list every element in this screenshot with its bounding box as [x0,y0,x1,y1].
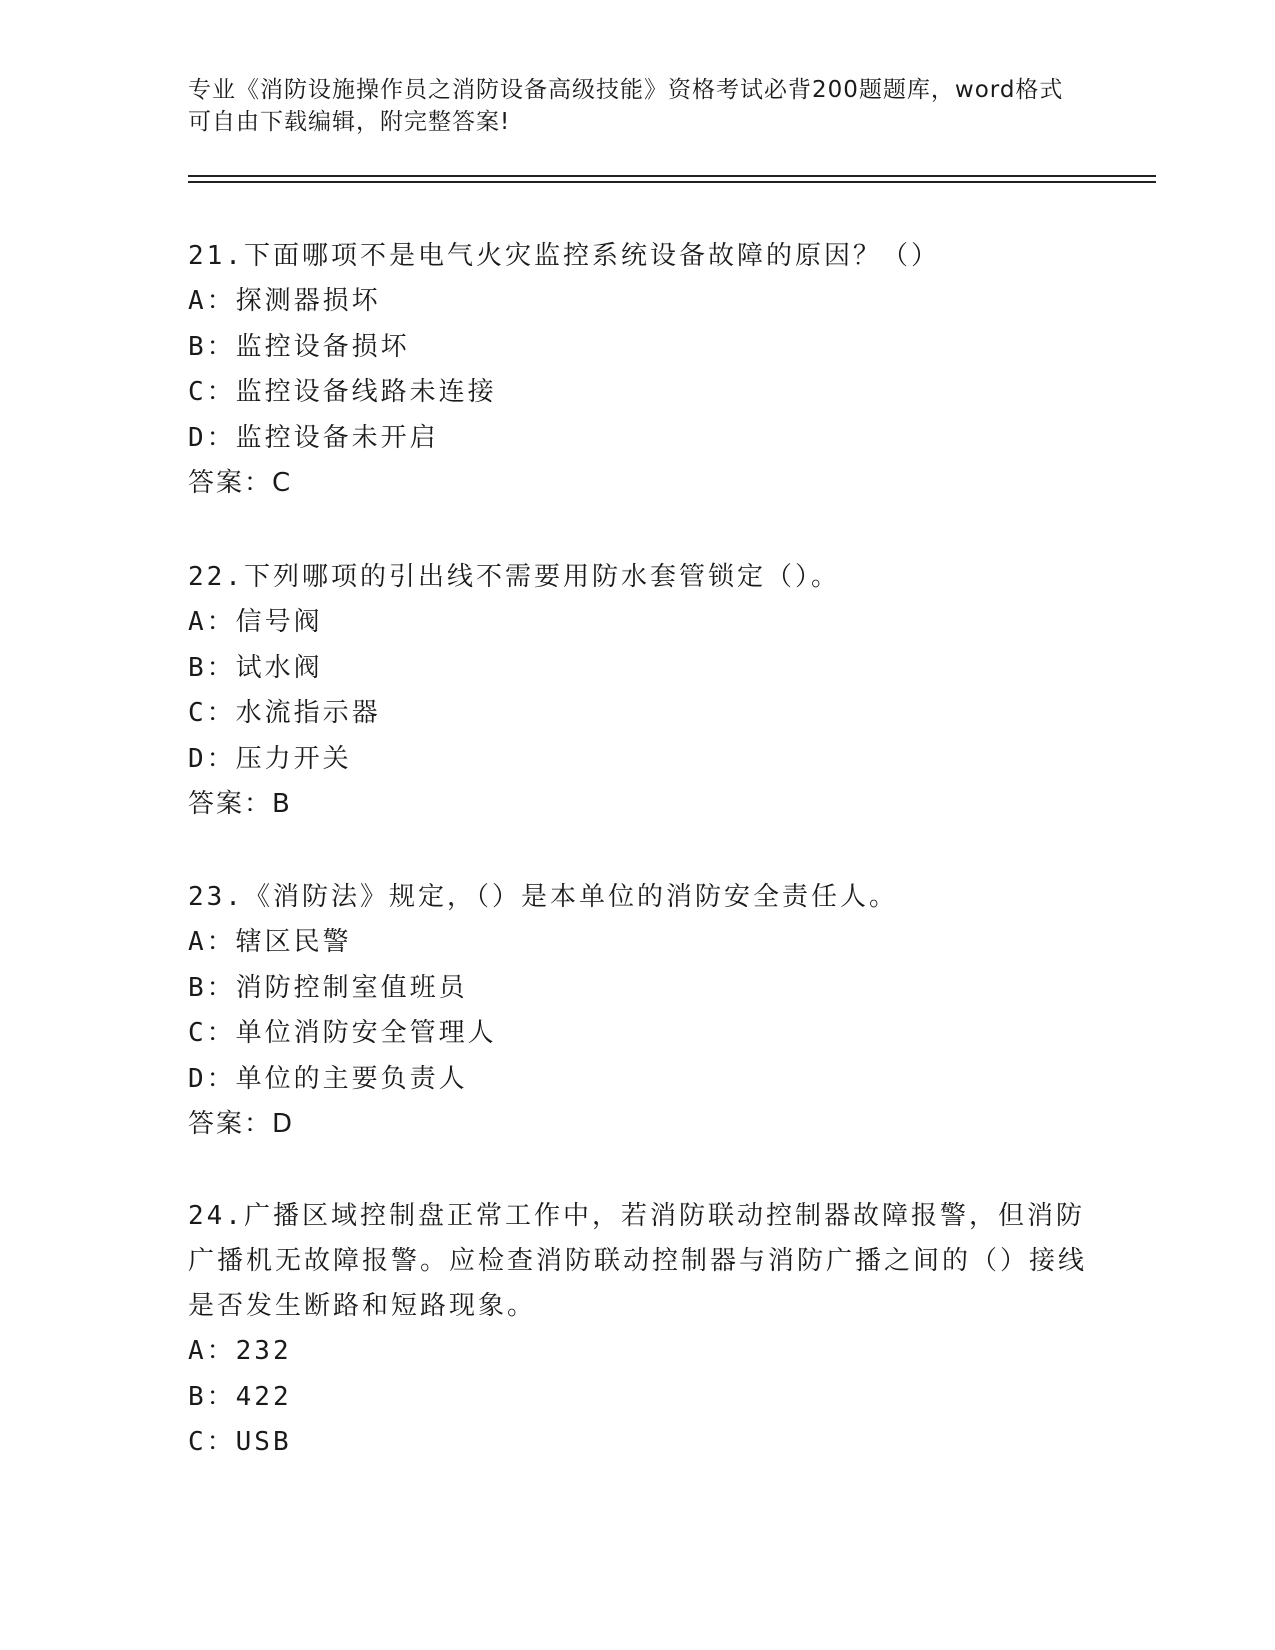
question-23 [188,875,1088,1147]
option-c: C：水流指示器 [188,698,381,728]
option-b: B：监控设备损坏 [188,331,410,362]
option-b: B：消防控制室值班员 [188,972,468,1003]
option-d: D：监控设备未开启 [188,422,439,453]
option-d: D：压力开关 [188,743,352,774]
answer: 答案：C [188,468,293,498]
option-a: A：232 [188,1336,292,1366]
header-divider-bottom [188,181,1156,183]
question-stem: 23.《消防法》规定，（）是本单位的消防安全责任人。 [188,882,898,912]
question-21 [188,234,1088,506]
option-b: B：422 [188,1381,292,1412]
answer: 答案：B [188,789,292,819]
question-24 [188,1194,1088,1466]
option-c: C：单位消防安全管理人 [188,1018,497,1048]
header-divider-top [188,175,1156,177]
option-a: A：探测器损坏 [188,286,381,316]
option-d: D：单位的主要负责人 [188,1063,468,1094]
option-c: C：USB [188,1427,292,1457]
option-b: B：试水阀 [188,652,323,683]
question-stem: 21.下面哪项不是电气火灾监控系统设备故障的原因？（） [188,241,940,271]
question-22 [188,555,1088,827]
answer: 答案：D [188,1109,295,1139]
option-a: A：信号阀 [188,607,323,637]
option-a: A：辖区民警 [188,927,352,957]
option-c: C：监控设备线路未连接 [188,377,497,407]
question-stem: 24.广播区域控制盘正常工作中，若消防联动控制器故障报警，但消防广播机无故障报警。应检查消防联动控制器与消防广播之间的（）接线是否发生断路和短路现象。 [188,1201,1088,1321]
document-header: 专业《消防设施操作员之消防设备高级技能》资格考试必背200题题库，word格式可自由下载编辑，附完整答案! [188,77,1064,135]
question-stem: 22.下列哪项的引出线不需要用防水套管锁定（）。 [188,562,840,592]
